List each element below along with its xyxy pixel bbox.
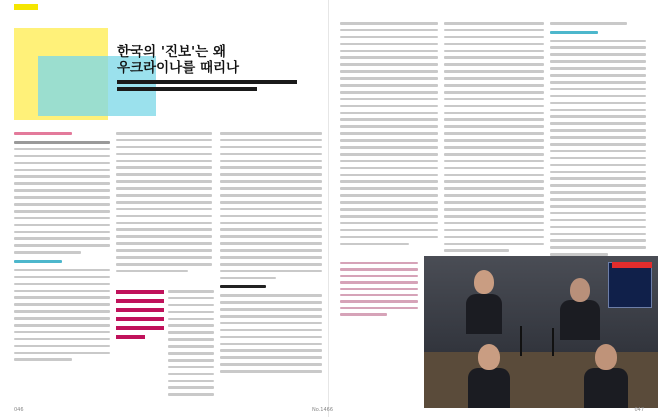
subtitle-line: [117, 87, 257, 91]
body-column-1: [14, 132, 110, 365]
body-line: [444, 208, 544, 211]
body-line: [14, 217, 110, 220]
body-line: [550, 53, 646, 56]
sub-heading-line: [220, 285, 266, 288]
body-line: [220, 208, 322, 211]
body-line: [444, 70, 544, 73]
body-line: [14, 169, 110, 172]
body-line: [220, 194, 322, 197]
body-line: [14, 345, 110, 348]
body-line: [14, 155, 110, 158]
page-number-right: 047: [634, 407, 644, 413]
body-line: [550, 212, 646, 215]
body-line: [116, 139, 212, 142]
caption-line: [340, 275, 418, 277]
caption-line: [340, 313, 387, 315]
body-line: [550, 233, 646, 236]
body-line: [116, 235, 212, 238]
body-line: [14, 331, 110, 334]
body-line: [444, 50, 544, 53]
body-line: [168, 359, 214, 362]
body-line: [220, 160, 322, 163]
body-line: [220, 277, 276, 280]
body-line: [220, 336, 322, 339]
body-line: [550, 136, 646, 139]
body-line: [340, 167, 438, 170]
body-line: [168, 311, 214, 314]
body-line: [444, 236, 544, 239]
body-line: [340, 229, 438, 232]
body-line: [444, 229, 544, 232]
body-line: [550, 205, 646, 208]
body-line: [444, 125, 544, 128]
body-line: [550, 191, 646, 194]
body-line: [444, 132, 544, 135]
body-line: [220, 370, 322, 373]
body-line: [14, 132, 72, 135]
body-line: [444, 215, 544, 218]
body-line: [14, 251, 81, 254]
pull-quote-line: [116, 299, 164, 303]
body-line: [550, 150, 646, 153]
body-line: [168, 393, 214, 396]
caption-line: [340, 294, 418, 296]
body-line: [550, 60, 646, 63]
body-line: [14, 244, 110, 247]
body-line: [14, 296, 110, 299]
pull-quote-line: [116, 290, 164, 294]
body-line: [550, 143, 646, 146]
section-tag: [14, 4, 38, 10]
body-line: [116, 208, 212, 211]
caption-line: [340, 300, 418, 302]
body-line: [14, 358, 72, 361]
body-line: [220, 180, 322, 183]
sub-heading-line: [14, 260, 62, 263]
person-head: [595, 344, 617, 370]
body-line: [14, 352, 110, 355]
body-line: [220, 263, 322, 266]
body-line: [444, 63, 544, 66]
body-line: [14, 324, 110, 327]
body-line: [550, 115, 646, 118]
body-line: [550, 157, 646, 160]
body-line: [550, 129, 646, 132]
body-line: [220, 215, 322, 218]
body-line: [340, 91, 438, 94]
body-line: [14, 189, 110, 192]
body-line: [444, 167, 544, 170]
body-line: [14, 203, 110, 206]
body-line: [340, 243, 409, 246]
body-column-2-lower: [168, 290, 214, 400]
body-line: [340, 125, 438, 128]
body-line: [444, 84, 544, 87]
body-line: [550, 239, 646, 242]
body-line: [116, 153, 212, 156]
body-column-4: [340, 22, 438, 249]
caption-line: [340, 268, 418, 270]
article-title: [117, 44, 322, 76]
body-column-5: [444, 22, 544, 256]
body-line: [14, 269, 110, 272]
body-line: [340, 84, 438, 87]
body-line: [444, 36, 544, 39]
body-line: [550, 95, 646, 98]
pull-quote-line: [116, 317, 164, 321]
body-line: [550, 164, 646, 167]
body-line: [340, 29, 438, 32]
caption-line: [340, 307, 418, 309]
body-line: [14, 141, 110, 144]
body-line: [444, 174, 544, 177]
body-line: [14, 338, 110, 341]
studio-photo: [424, 256, 658, 408]
body-line: [340, 146, 438, 149]
body-line: [444, 105, 544, 108]
body-line: [220, 363, 322, 366]
body-line: [220, 249, 322, 252]
body-line: [444, 180, 544, 183]
body-line: [168, 386, 214, 389]
body-line: [340, 22, 438, 25]
body-line: [444, 194, 544, 197]
body-line: [340, 43, 438, 46]
person-suit: [560, 300, 600, 340]
body-line: [444, 118, 544, 121]
body-line: [550, 122, 646, 125]
body-line: [444, 249, 509, 252]
body-line: [444, 243, 544, 246]
body-line: [14, 175, 110, 178]
body-line: [168, 338, 214, 341]
body-line: [168, 373, 214, 376]
body-line: [220, 356, 322, 359]
subtitle-line: [117, 80, 297, 84]
body-line: [550, 46, 646, 49]
body-line: [340, 180, 438, 183]
body-line: [116, 249, 212, 252]
person-suit: [584, 368, 628, 408]
body-line: [168, 324, 214, 327]
body-line: [168, 290, 214, 293]
body-line: [220, 349, 322, 352]
body-line: [116, 160, 212, 163]
body-line: [116, 173, 212, 176]
tv-screen-badge: [612, 262, 652, 268]
body-line: [220, 308, 322, 311]
body-line: [444, 98, 544, 101]
body-line: [550, 67, 646, 70]
body-line: [14, 310, 110, 313]
body-line: [220, 322, 322, 325]
body-line: [444, 29, 544, 32]
body-line: [168, 380, 214, 383]
pull-quote-line: [116, 326, 164, 330]
body-line: [550, 177, 646, 180]
body-line: [340, 98, 438, 101]
body-line: [14, 231, 110, 234]
body-line: [116, 166, 212, 169]
body-line: [116, 194, 212, 197]
body-line: [220, 201, 322, 204]
tv-screen: [608, 262, 652, 308]
body-line: [340, 208, 438, 211]
body-line: [14, 196, 110, 199]
title-line-2: 우크라이나를 때리나: [117, 60, 240, 76]
body-line: [340, 174, 438, 177]
body-line: [550, 198, 646, 201]
body-line: [14, 148, 110, 151]
body-line: [340, 36, 438, 39]
body-line: [550, 74, 646, 77]
body-line: [340, 112, 438, 115]
body-column-2: [116, 132, 212, 277]
body-line: [340, 222, 438, 225]
body-line: [340, 118, 438, 121]
body-line: [116, 256, 212, 259]
body-line: [340, 215, 438, 218]
body-line: [340, 194, 438, 197]
title-line-1: 한국의 '진보'는 왜: [117, 44, 226, 60]
body-line: [220, 132, 322, 135]
caption-line: [340, 281, 418, 283]
body-line: [220, 166, 322, 169]
body-line: [168, 331, 214, 334]
body-line: [168, 345, 214, 348]
body-line: [444, 201, 544, 204]
body-line: [220, 256, 322, 259]
body-line: [14, 276, 110, 279]
body-line: [550, 102, 646, 105]
body-line: [340, 77, 438, 80]
page-number-left: 046: [14, 407, 24, 413]
body-line: [116, 270, 188, 273]
body-line: [168, 318, 214, 321]
body-line: [340, 236, 438, 239]
body-line: [340, 63, 438, 66]
body-line: [116, 242, 212, 245]
body-line: [550, 184, 646, 187]
body-line: [444, 77, 544, 80]
body-line: [220, 270, 322, 273]
body-line: [14, 182, 110, 185]
page-gutter: [328, 0, 329, 417]
body-line: [444, 187, 544, 190]
body-line: [220, 242, 322, 245]
body-line: [220, 315, 322, 318]
body-line: [550, 109, 646, 112]
body-line: [444, 91, 544, 94]
body-line: [14, 290, 110, 293]
body-line: [220, 222, 322, 225]
person-suit: [468, 368, 510, 408]
body-line: [220, 139, 322, 142]
body-line: [220, 228, 322, 231]
body-line: [220, 146, 322, 149]
body-line: [220, 329, 322, 332]
body-line: [340, 50, 438, 53]
body-line: [14, 162, 110, 165]
body-line: [444, 153, 544, 156]
body-line: [220, 343, 322, 346]
body-line: [14, 317, 110, 320]
microphone: [520, 326, 522, 356]
body-line: [14, 303, 110, 306]
body-column-6: [550, 22, 646, 260]
microphone: [552, 328, 554, 356]
body-line: [444, 146, 544, 149]
body-line: [550, 219, 646, 222]
body-line: [116, 187, 212, 190]
person-head: [474, 270, 494, 294]
body-line: [340, 187, 438, 190]
body-line: [340, 153, 438, 156]
body-line: [550, 22, 627, 25]
person-suit: [466, 294, 502, 334]
body-line: [550, 246, 646, 249]
pull-quote-line: [116, 335, 145, 339]
body-line: [116, 228, 212, 231]
body-line: [550, 40, 646, 43]
body-line: [116, 180, 212, 183]
body-line: [340, 201, 438, 204]
body-line: [550, 88, 646, 91]
body-line: [550, 171, 646, 174]
body-line: [444, 139, 544, 142]
body-line: [220, 173, 322, 176]
body-line: [340, 139, 438, 142]
body-line: [340, 160, 438, 163]
body-line: [14, 224, 110, 227]
body-line: [168, 297, 214, 300]
body-line: [444, 56, 544, 59]
sub-heading-line: [550, 31, 598, 34]
body-line: [116, 215, 212, 218]
body-line: [340, 132, 438, 135]
body-line: [116, 201, 212, 204]
body-line: [168, 366, 214, 369]
body-line: [340, 105, 438, 108]
body-line: [116, 222, 212, 225]
body-line: [444, 22, 544, 25]
body-line: [220, 235, 322, 238]
body-line: [116, 263, 212, 266]
body-column-3: [220, 132, 322, 377]
body-line: [168, 352, 214, 355]
body-line: [340, 56, 438, 59]
person-head: [570, 278, 590, 302]
issue-number: No.1466: [312, 407, 334, 413]
body-line: [168, 304, 214, 307]
body-line: [220, 153, 322, 156]
article-subtitle: [117, 80, 322, 94]
body-line: [444, 112, 544, 115]
caption-line: [340, 288, 418, 290]
photo-caption: [340, 262, 418, 320]
body-line: [14, 283, 110, 286]
header-left: [14, 4, 42, 14]
body-line: [14, 210, 110, 213]
caption-line: [340, 262, 418, 264]
body-line: [340, 70, 438, 73]
body-line: [550, 81, 646, 84]
body-line: [444, 160, 544, 163]
body-line: [220, 301, 322, 304]
person-head: [478, 344, 500, 370]
body-line: [444, 43, 544, 46]
pull-quote-line: [116, 308, 164, 312]
pull-quote: [116, 290, 164, 344]
body-line: [220, 294, 322, 297]
body-line: [444, 222, 544, 225]
body-line: [116, 132, 212, 135]
body-line: [550, 226, 646, 229]
body-line: [14, 237, 110, 240]
body-line: [220, 187, 322, 190]
body-line: [116, 146, 212, 149]
